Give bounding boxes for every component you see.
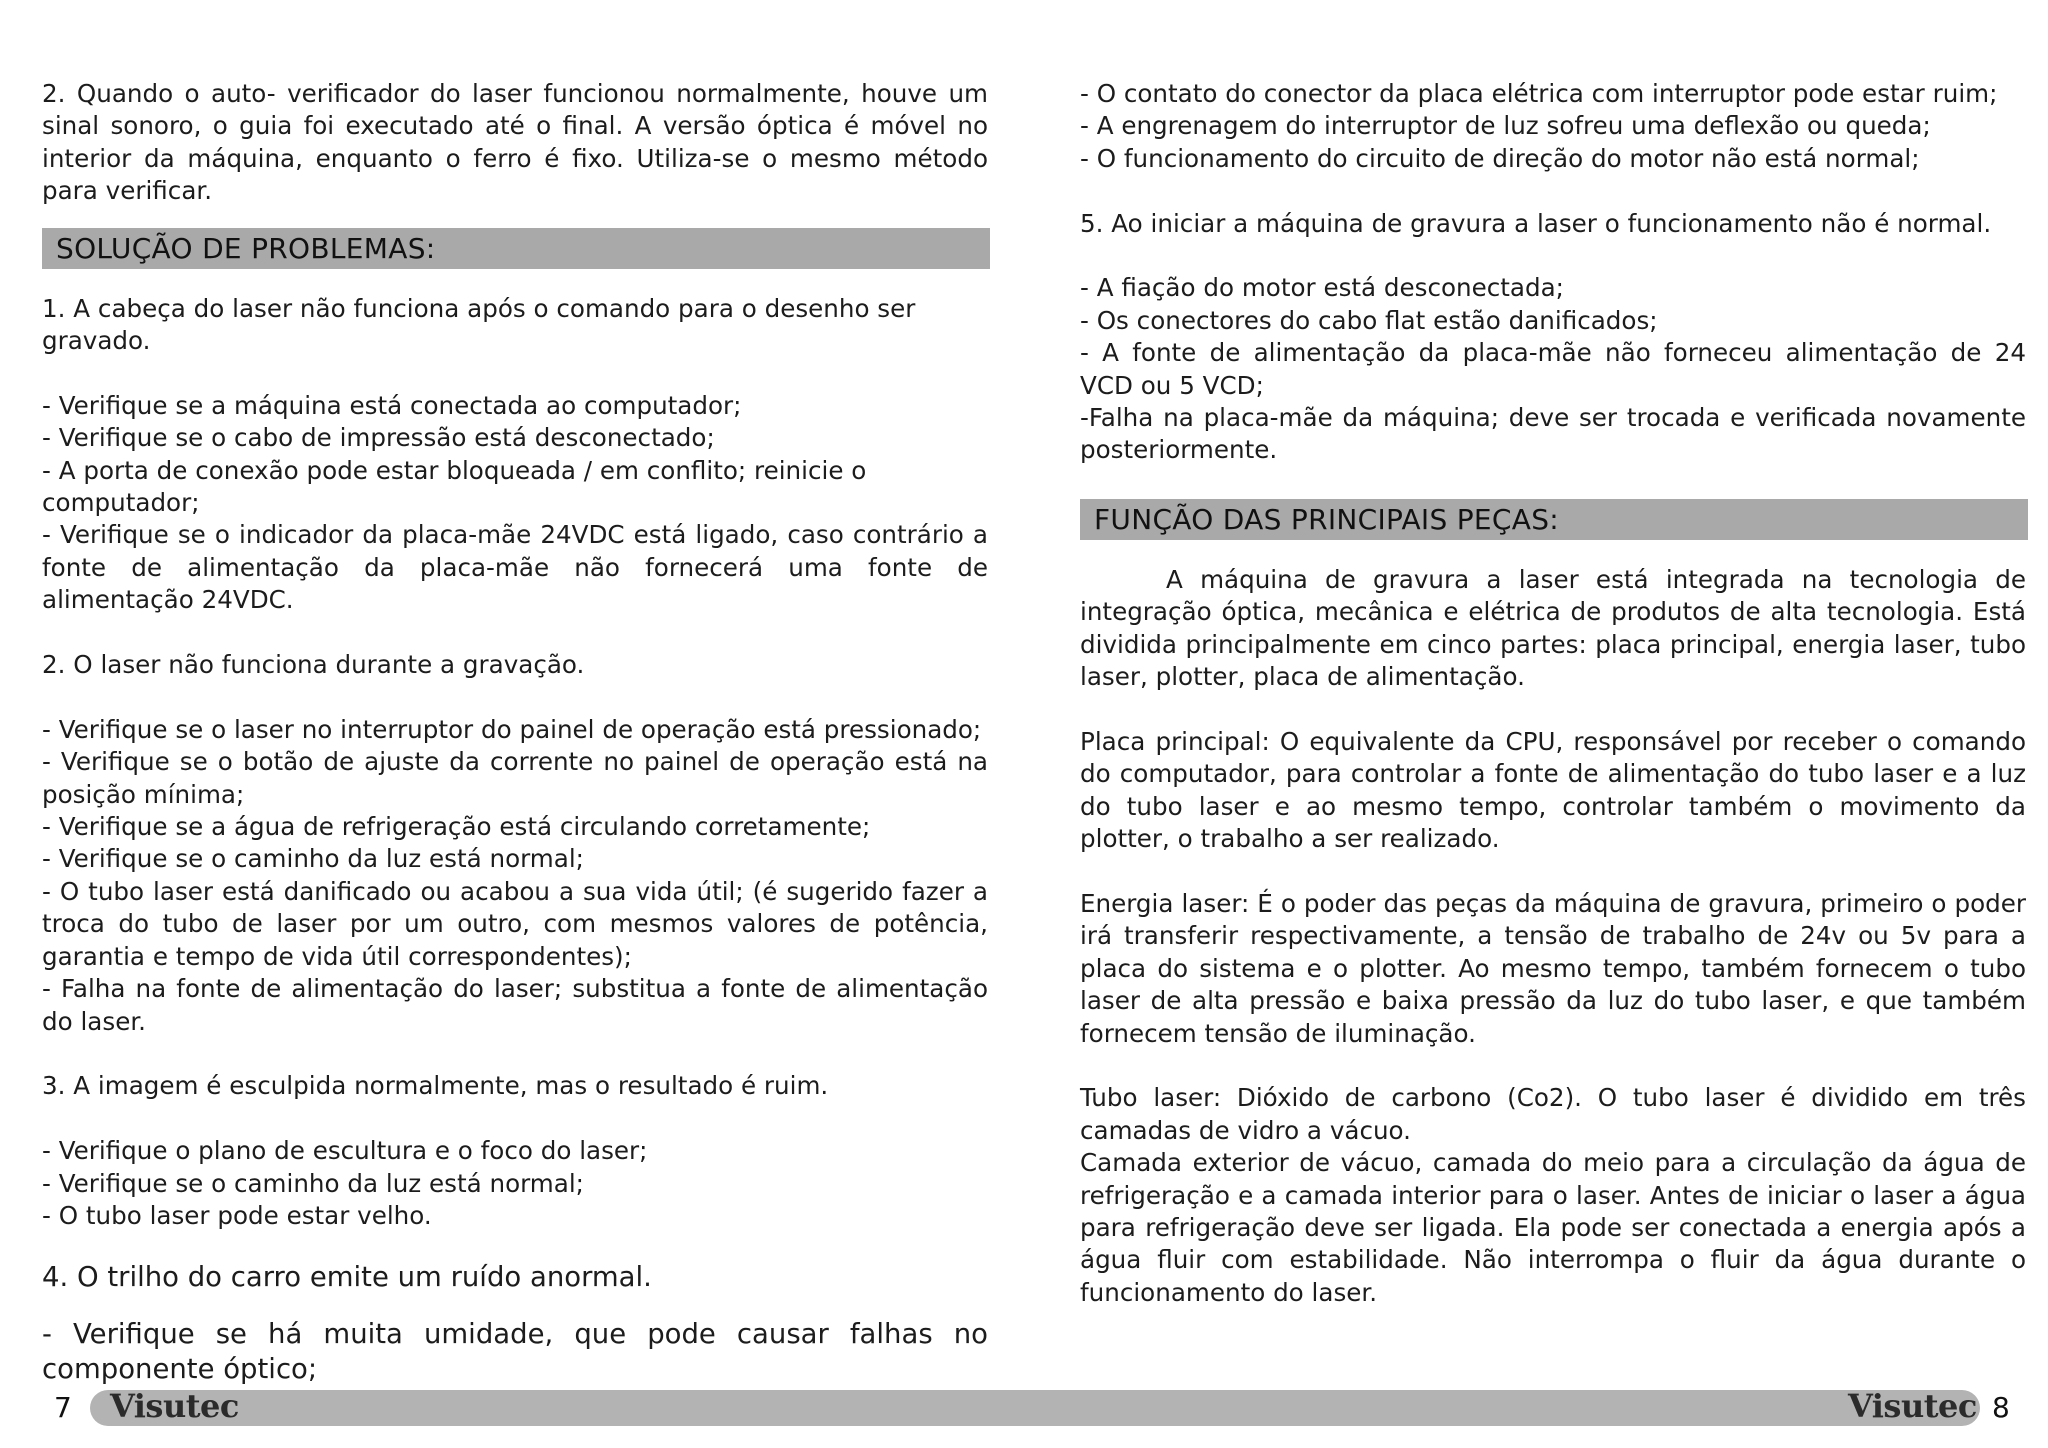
problem-3-title: 3. A imagem é esculpida normalmente, mas o resultado é ruim. (42, 1071, 829, 1101)
main-board-paragraph: Placa principal: O equivalente da CPU, responsável por receber o comando do computador, para controlar a fonte de alimentação do tubo laser e a luz do tubo laser e ao mesmo tempo, controlar também o movimento da plotter, o trabalho a ser realizado. (1080, 726, 2026, 854)
list-item: - O tubo laser pode estar velho. (42, 1200, 432, 1230)
list-item: - Verifique se a água de refrigeração está circulando corretamente; (42, 812, 871, 842)
parts-intro-paragraph: A máquina de gravura a laser está integrada na tecnologia de integração óptica, mecânica e elétrica de produtos de alta tecnologia. Está dividida principalmente em cinco partes: placa principal, energia laser, tubo laser, plotter, placa de alimentação. (1080, 564, 2026, 692)
list-item: - Verifique se há muita umidade, que pode causar falhas no componente óptico; (42, 1318, 988, 1386)
list-item: - Falha na fonte de alimentação do laser; substitua a fonte de alimentação do laser. (42, 974, 988, 1036)
list-item: - Verifique se o botão de ajuste da corrente no painel de operação está na posição mínima; (42, 747, 988, 809)
list-item: - Verifique se a máquina está conectada ao computador; (42, 390, 742, 420)
laser-tube-paragraph: Tubo laser: Dióxido de carbono (Co2). O tubo laser é dividido em três camadas de vidro a vácuo. (1080, 1083, 2026, 1145)
page-number-left: 7 (54, 1391, 72, 1424)
right-column (1080, 78, 2026, 1309)
left-column (42, 78, 988, 1387)
problem-1-title: 1. A cabeça do laser não funciona após o comando para o desenho ser gravado. (42, 293, 916, 356)
list-item: - Verifique se o cabo de impressão está desconectado; (42, 423, 715, 453)
list-item: - Verifique se o indicador da placa-mãe 24VDC está ligado, caso contrário a fonte de alimentação da placa-mãe não fornecerá uma fonte de alimentação 24VDC. (42, 520, 988, 615)
list-item: - Verifique se o caminho da luz está normal; (42, 1168, 584, 1198)
intro-paragraph: 2. Quando o auto- verificador do laser funcionou normalmente, houve um sinal sonoro, o guia foi executado até o final. A versão óptica é móvel no interior da máquina, enquanto o ferro é fixo. Utiliza-se o mesmo método para verificar. (42, 79, 988, 206)
problem-5-title: 5. Ao iniciar a máquina de gravura a laser o funcionamento não é normal. (1080, 208, 1992, 238)
list-item: - O tubo laser está danificado ou acabou a sua vida útil; (é sugerido fazer a troca do tubo de laser por um outro, com mesmos valores de potência, garantia e tempo de vida útil correspondentes); (42, 876, 988, 971)
list-item: - A fiação do motor está desconectada; (1080, 273, 1564, 303)
list-item: -Falha na placa-mãe da máquina; deve ser trocada e verificada novamente posteriormente. (1080, 403, 2026, 465)
tube-layers-paragraph: Camada exterior de vácuo, camada do meio para a circulação da água de refrigeração e a camada interior para o laser. Antes de iniciar o laser a água para refrigeração deve ser ligada. Ela pode ser conectada a energia após a água fluir com estabilidade. Não interrompa o fluir da água durante o funcionamento do laser. (1080, 1148, 2026, 1307)
brand-logo-left: Visutec (110, 1387, 239, 1425)
list-item: - O funcionamento do circuito de direção do motor não está normal; (1080, 143, 1920, 173)
laser-power-paragraph: Energia laser: É o poder das peças da máquina de gravura, primeiro o poder irá transferir respectivamente, a tensão de trabalho de 24v ou 5v para a placa do sistema e o plotter. Ao mesmo tempo, também fornecem o tubo laser de alta pressão e baixa pressão da luz do tubo laser, e que também fornecem tensão de iluminação. (1080, 888, 2026, 1048)
page-number-right: 8 (1992, 1391, 2010, 1424)
problem-4-title: 4. O trilho do carro emite um ruído anormal. (42, 1261, 652, 1294)
footer-bar (90, 1390, 1980, 1426)
list-item: - Os conectores do cabo flat estão danificados; (1080, 305, 1658, 335)
section-heading-main-parts: FUNÇÃO DAS PRINCIPAIS PEÇAS: (1080, 499, 2028, 540)
list-item: - A engrenagem do interruptor de luz sofreu uma deflexão ou queda; (1080, 111, 1931, 141)
list-item: - A porta de conexão pode estar bloqueada / em conflito; reinicie o computador; (42, 455, 867, 518)
list-item: - Verifique se o laser no interruptor do painel de operação está pressionado; (42, 714, 982, 744)
list-item: - A fonte de alimentação da placa-mãe não forneceu alimentação de 24 VCD ou 5 VCD; (1080, 338, 2026, 400)
list-item: - Verifique se o caminho da luz está normal; (42, 844, 584, 874)
list-item: - O contato do conector da placa elétrica com interruptor pode estar ruim; (1080, 79, 1998, 108)
problem-2-title: 2. O laser não funciona durante a gravação. (42, 650, 585, 680)
list-item: - Verifique o plano de escultura e o foco do laser; (42, 1136, 648, 1166)
section-heading-troubleshooting: SOLUÇÃO DE PROBLEMAS: (42, 228, 990, 269)
brand-logo-right: Visutec (1848, 1387, 1977, 1425)
